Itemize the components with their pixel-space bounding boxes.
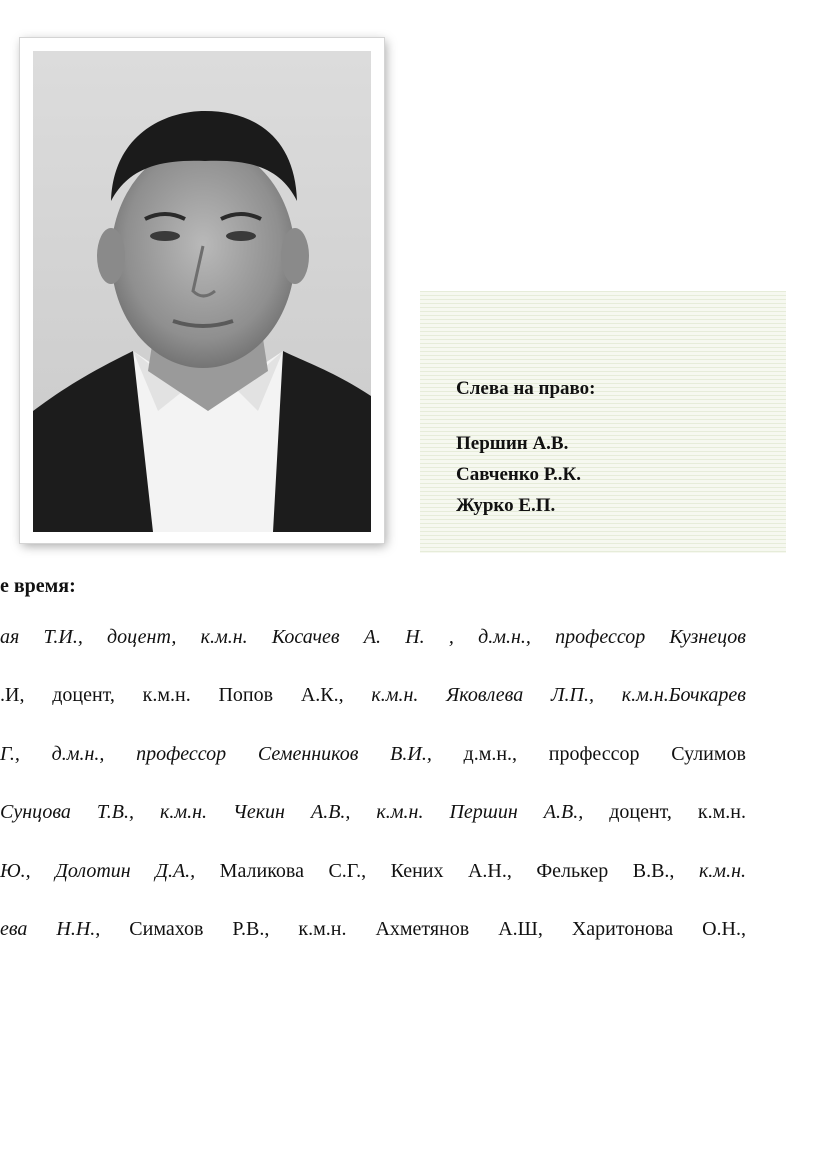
text-segment: ева Н.Н., bbox=[0, 918, 130, 940]
portrait-image bbox=[33, 51, 371, 532]
text-segment: доцент, к.м.н. bbox=[609, 801, 746, 823]
text-segment: .И, доцент, к.м.н. Попов А.К., bbox=[0, 684, 372, 706]
text-line bbox=[0, 860, 746, 883]
text-segment: Сунцова Т.В., к.м.н. Чекин А.В., к.м.н. Першин А.В., bbox=[0, 801, 610, 823]
text-line bbox=[0, 626, 746, 649]
text-line bbox=[0, 684, 746, 707]
text-line bbox=[0, 743, 746, 766]
caption-name: Савченко Р..К. bbox=[456, 464, 582, 485]
text-segment: ая Т.И., bbox=[0, 626, 108, 648]
caption-heading: Слева на право: bbox=[456, 378, 596, 399]
text-segment: доцент, к.м.н. Косачев А. Н. , д.м.н., профессор Кузнецов bbox=[107, 626, 746, 648]
text-segment: Ю., Долотин Д.А., bbox=[0, 860, 220, 882]
text-segment: Г., д.м.н., профессор Семенников В.И., bbox=[0, 743, 464, 765]
text-segment: Симахов Р.В., к.м.н. Ахметянов А.Ш, Харитонова О.Н., bbox=[129, 918, 746, 940]
caption-names-list bbox=[456, 428, 581, 521]
text-segment: к.м.н. Яковлева Л.П., к.м.н.Бочкарев bbox=[371, 684, 746, 706]
text-segment: к.м.н. bbox=[698, 860, 746, 882]
portrait-photo bbox=[33, 51, 371, 532]
text-line bbox=[0, 918, 746, 941]
text-segment: д.м.н., профессор Сулимов bbox=[463, 743, 746, 765]
caption-box bbox=[420, 291, 786, 553]
text-segment: Маликова С.Г., Кених А.Н., Фелькер В.В., bbox=[219, 860, 699, 882]
text-line bbox=[0, 801, 746, 824]
caption-name: Журко Е.П. bbox=[456, 495, 556, 516]
caption-name: Першин А.В. bbox=[456, 433, 569, 454]
portrait-photo-frame bbox=[20, 38, 384, 543]
section-heading: е время: bbox=[0, 575, 76, 597]
